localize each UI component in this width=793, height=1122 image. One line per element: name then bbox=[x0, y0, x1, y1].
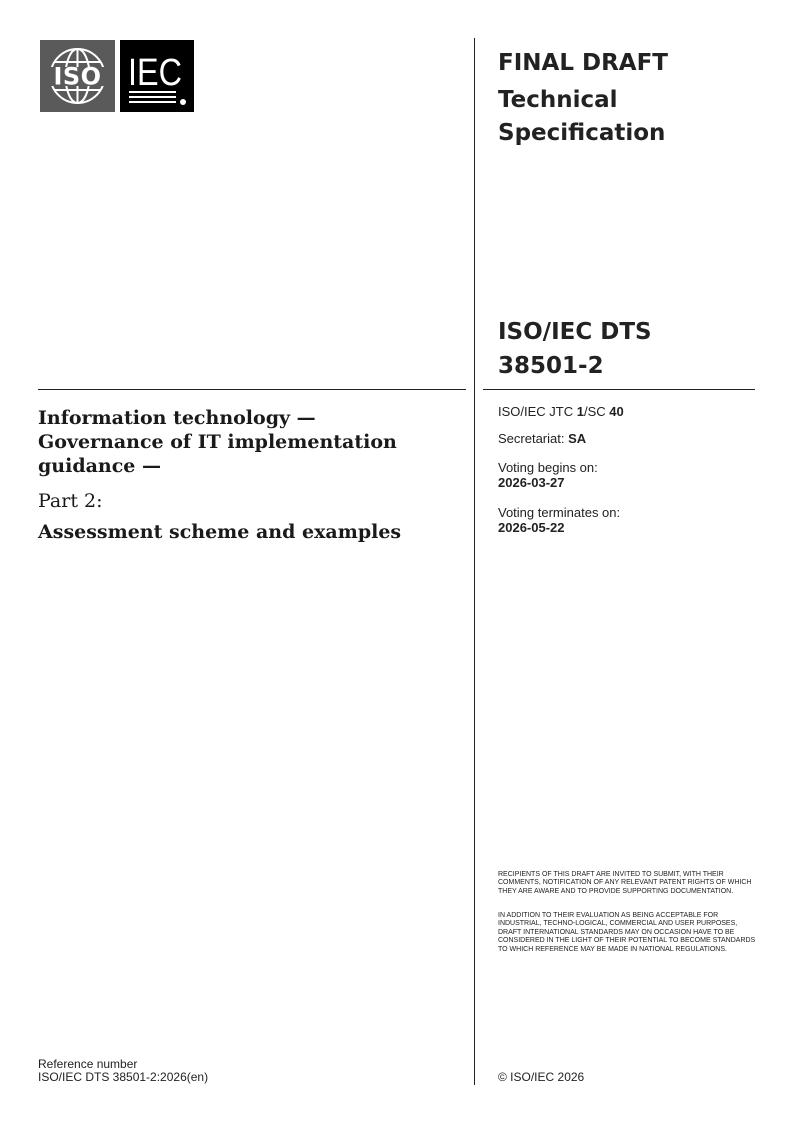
title-line-3: guidance — bbox=[38, 455, 161, 477]
copyright: © ISO/IEC 2026 bbox=[498, 1070, 585, 1084]
iec-logo-text: IEC bbox=[128, 52, 182, 94]
notice-paragraph-1: RECIPIENTS OF THIS DRAFT ARE INVITED TO SUBMIT, WITH THEIR COMMENTS, NOTIFICATION OF ANY RELEVANT PATENT RIGHTS OF WHICH THEY ARE AWARE AND TO PROVIDE SUPPORTING DOCUMENTATION. bbox=[498, 871, 752, 895]
committee bbox=[498, 404, 624, 419]
document-id-line-2: 38501-2 bbox=[498, 353, 604, 379]
horizontal-divider-left bbox=[38, 389, 466, 390]
committee-jtc: 1 bbox=[576, 404, 584, 419]
iso-logo-text: ISO bbox=[53, 62, 102, 91]
title-line-2: Governance of IT implementation bbox=[38, 431, 397, 453]
voting-terminates-label: Voting terminates on: bbox=[498, 505, 621, 520]
document-stage: FINAL DRAFT bbox=[498, 50, 668, 76]
title-line-1: Information technology — bbox=[38, 407, 316, 429]
document-type-line-1: Technical bbox=[498, 87, 618, 113]
voting-begins-label: Voting begins on: bbox=[498, 460, 598, 475]
committee-prefix: ISO/IEC JTC bbox=[498, 404, 577, 419]
notice-paragraph-2: IN ADDITION TO THEIR EVALUATION AS BEING ACCEPTABLE FOR INDUSTRIAL, TECHNO-LOGICAL, COMMERCIAL AND USER PURPOSES, DRAFT INTERNATIONAL STANDARDS MAY ON OCCASION HAVE TO BE CONSIDERED IN THE LIGHT OF THEIR POTENTIAL TO BECOME STANDARDS TO WHICH REFERENCE MAY BE MADE IN NATIONAL REGULATIONS. bbox=[498, 912, 756, 953]
document-id-line-1: ISO/IEC DTS bbox=[498, 319, 652, 345]
document-type-line-2: Specification bbox=[498, 120, 666, 146]
voting-terminates-date: 2026-05-22 bbox=[498, 520, 565, 535]
part-title: Assessment scheme and examples bbox=[38, 521, 402, 543]
voting-begins-date: 2026-03-27 bbox=[498, 475, 565, 490]
horizontal-divider-right bbox=[483, 389, 755, 390]
committee-mid: /SC bbox=[583, 404, 610, 419]
secretariat-value: SA bbox=[568, 431, 587, 446]
iso-globe-icon bbox=[40, 40, 115, 112]
part-number: Part 2: bbox=[38, 490, 103, 512]
vertical-divider bbox=[474, 38, 475, 1085]
reference-number-value: ISO/IEC DTS 38501-2:2026(en) bbox=[38, 1070, 209, 1084]
committee-sc: 40 bbox=[609, 404, 624, 419]
secretariat-label: Secretariat: bbox=[498, 431, 569, 446]
iec-logo-dot bbox=[180, 99, 186, 105]
secretariat bbox=[498, 431, 586, 446]
reference-number-label: Reference number bbox=[38, 1057, 138, 1071]
iec-logo bbox=[120, 40, 194, 112]
iso-logo bbox=[40, 40, 115, 112]
